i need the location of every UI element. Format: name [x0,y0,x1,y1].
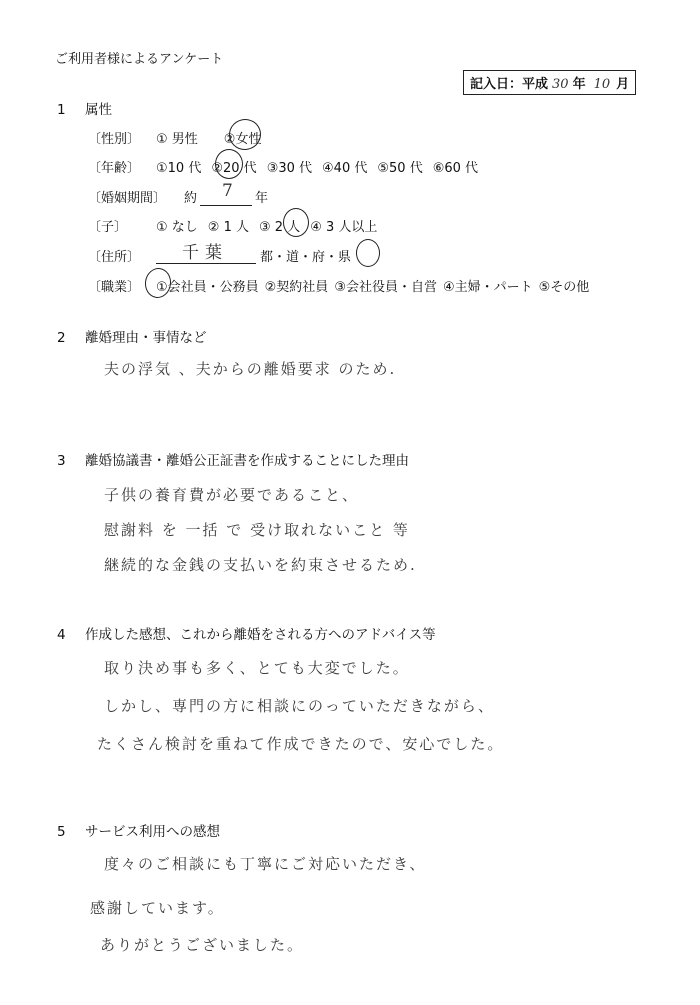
entry-date-month: 10 [593,77,611,92]
section-1-number: 1 [57,102,66,118]
marriage-value: 7 [222,181,233,201]
section-2-heading [57,326,207,346]
job-option-other: ⑤その他 [538,280,590,295]
children-option-3plus: ④ 3 人以上 [310,220,378,235]
section-5-answer-line: 度々のご相談にも丁寧にご対応いただき、 [104,855,427,873]
age-option-20: ②20 代 [211,161,257,176]
gender-option-female-label: 女性 [235,132,262,147]
age-label: 〔年齢〕 [88,161,141,176]
address-label: 〔住所〕 [88,250,141,265]
section-2-answer-line: 夫の浮気 、夫からの離婚要求 のため. [104,360,397,378]
marriage-label: 〔婚姻期間〕 [88,191,167,206]
section-5-title: サービス利用への感想 [85,824,220,840]
form-title: ご利用者様によるアンケート [55,52,224,67]
age-option-30: ③30 代 [266,161,313,176]
age-option-40: ④40 代 [322,161,368,176]
marriage-suffix: 年 [255,191,269,206]
section-4-title: 作成した感想、これから離婚をされる方へのアドバイス等 [85,627,436,643]
section-1-heading [57,98,112,118]
section-3-title: 離婚協議書・離婚公正証書を作成することにした理由 [85,453,409,469]
section-3-answer-line: 子供の養育費が必要であること、 [104,486,360,504]
section-5-heading [57,820,220,840]
section-4-answer-line: しかし、専門の方に相談にのっていただきながら、 [104,697,495,715]
gender-option-male: ① 男性 [156,132,198,147]
job-option-housewife: ④主婦・パート [442,280,533,295]
entry-date-year: 30 [552,77,569,92]
section-3-answer-line: 慰謝料 を 一括 で 受け取れないこと 等 [104,521,410,539]
section-2-title: 離婚理由・事情など [85,330,207,346]
address-suffix: 都・道・府・県 [260,250,352,265]
gender-option-female-number: ② [223,132,236,147]
section-5-answer-line: 感謝しています。 [90,899,225,917]
section-3-heading [57,449,409,469]
entry-date [463,70,636,95]
age-row [88,157,488,176]
selected-mark-circle [223,116,264,153]
section-3-number: 3 [57,453,66,469]
age-option-50: ⑤50 代 [377,161,423,176]
entry-date-prefix: 記入日：平成 [470,77,549,92]
entry-date-year-suffix: 年 [572,77,586,92]
address-value: 千葉 [182,243,228,263]
children-option-1: ② 1 人 [207,220,249,235]
address-underline [156,263,256,264]
selected-mark-circle [356,239,380,267]
age-option-10: ①10 代 [156,161,202,176]
gender-label: 〔性別〕 [88,132,141,147]
job-label: 〔職業〕 [88,280,141,295]
job-option-contract: ②契約社員 [264,280,329,295]
selected-mark-circle [215,149,243,179]
marriage-row [88,187,197,206]
children-label: 〔子〕 [88,220,128,235]
children-row [88,216,387,235]
children-option-none: ① なし [156,220,198,235]
section-4-number: 4 [57,627,66,643]
section-2-number: 2 [57,330,66,346]
section-4-answer-line: 取り決め事も多く、とても大変でした。 [104,659,410,677]
section-4-answer-line: たくさん検討を重ねて作成できたので、安心でした。 [97,735,505,753]
section-4-heading [57,623,436,643]
section-1-title: 属性 [85,102,112,118]
marriage-underline [200,205,252,206]
children-option-2: ③ 2 人 [259,220,301,235]
section-5-number: 5 [57,824,66,840]
marriage-prefix: 約 [184,191,198,206]
job-option-executive: ③会社役員・自営 [334,280,437,295]
entry-date-month-suffix: 月 [616,77,630,92]
age-option-60: ⑥60 代 [432,161,479,176]
selected-mark-circle [283,208,309,237]
section-5-answer-line: ありがとうございました。 [100,936,305,954]
section-3-answer-line: 継続的な金銭の支払いを約束させるため. [104,556,417,574]
job-option-employee: ①会社員・公務員 [156,280,259,295]
